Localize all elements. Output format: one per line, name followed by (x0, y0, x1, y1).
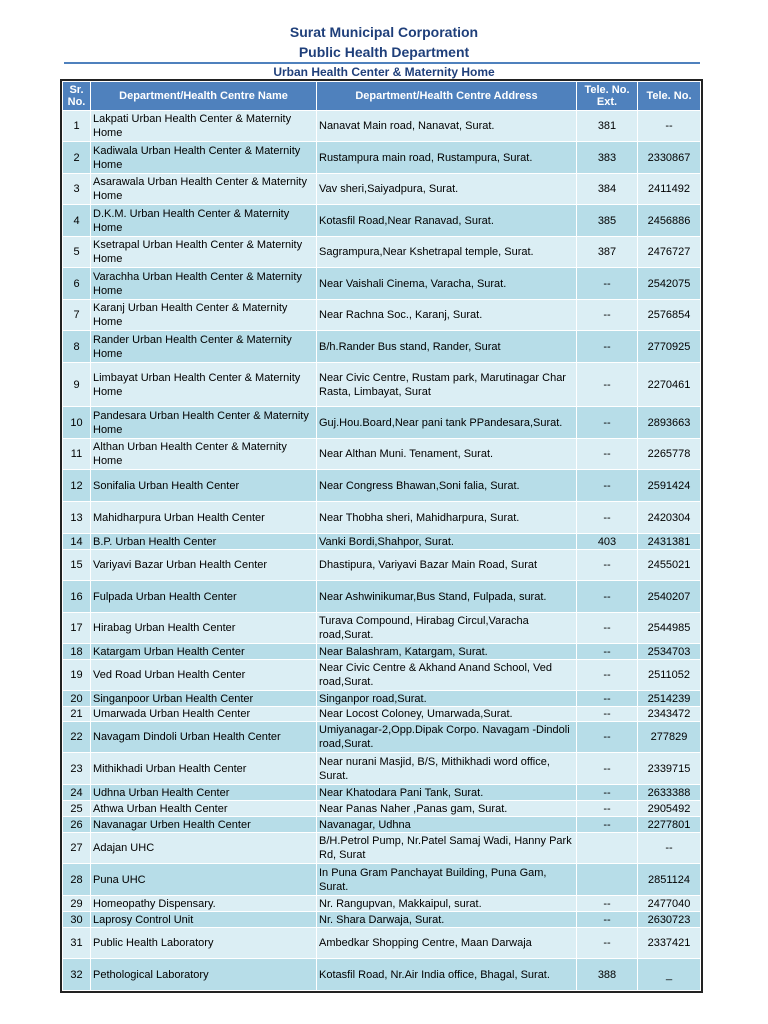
tele-ext-cell: -- (577, 801, 638, 817)
tele-no-cell: 2476727 (638, 237, 701, 268)
tele-ext-cell: -- (577, 581, 638, 613)
centre-address-cell: Near Balashram, Katargam, Surat. (317, 644, 577, 660)
centre-address-cell: Near Althan Muni. Tenament, Surat. (317, 439, 577, 470)
table-row (63, 928, 701, 959)
centre-name-cell: Katargam Urban Health Center (91, 644, 317, 660)
tele-no-cell: 2477040 (638, 896, 701, 912)
tele-no-cell: 2265778 (638, 439, 701, 470)
tele-no-cell: 2851124 (638, 864, 701, 896)
table-header-row (63, 82, 701, 111)
sr-no-cell: 30 (63, 912, 91, 928)
centre-address-cell: Umiyanagar-2,Opp.Dipak Corpo. Navagam -Dindoli road,Surat. (317, 722, 577, 753)
tele-ext-cell: -- (577, 660, 638, 691)
centre-name-cell: Public Health Laboratory (91, 928, 317, 959)
centre-address-cell: Vav sheri,Saiyadpura, Surat. (317, 174, 577, 205)
centre-name-cell: Navanagar Urben Health Center (91, 817, 317, 833)
sr-no-cell: 22 (63, 722, 91, 753)
tele-ext-cell: -- (577, 331, 638, 363)
sr-no-cell: 15 (63, 550, 91, 581)
centre-name-cell: Ksetrapal Urban Health Center & Maternity Home (91, 237, 317, 268)
centre-address-cell: Near Rachna Soc., Karanj, Surat. (317, 300, 577, 331)
table-row (63, 407, 701, 439)
centre-address-cell: Near nurani Masjid, B/S, Mithikhadi word office, Surat. (317, 753, 577, 785)
sr-no-cell: 20 (63, 691, 91, 707)
sr-no-cell: 24 (63, 785, 91, 801)
table-row (63, 613, 701, 644)
tele-no-cell: 2540207 (638, 581, 701, 613)
tele-ext-cell: 383 (577, 142, 638, 174)
sr-no-cell: 1 (63, 111, 91, 142)
centre-address-cell: Near Locost Coloney, Umarwada,Surat. (317, 707, 577, 722)
table-row (63, 439, 701, 470)
tele-no-cell: 2420304 (638, 502, 701, 534)
tele-no-cell: 2511052 (638, 660, 701, 691)
centre-name-cell: Mahidharpura Urban Health Center (91, 502, 317, 534)
sr-no-cell: 13 (63, 502, 91, 534)
table-row (63, 237, 701, 268)
centre-address-cell: Near Khatodara Pani Tank, Surat. (317, 785, 577, 801)
sr-no-cell: 26 (63, 817, 91, 833)
tele-no-cell: 2544985 (638, 613, 701, 644)
centre-address-cell: Near Ashwinikumar,Bus Stand, Fulpada, surat. (317, 581, 577, 613)
centre-address-cell: Kotasfil Road, Nr.Air India office, Bhagal, Surat. (317, 959, 577, 991)
tele-no-cell: 2456886 (638, 205, 701, 237)
centre-address-cell: Near Civic Centre, Rustam park, Marutinagar Char Rasta, Limbayat, Surat (317, 363, 577, 407)
tele-ext-cell: -- (577, 928, 638, 959)
tele-ext-cell: -- (577, 439, 638, 470)
centre-address-cell: Rustampura main road, Rustampura, Surat. (317, 142, 577, 174)
table-row (63, 722, 701, 753)
tele-no-cell: 2893663 (638, 407, 701, 439)
column-header-ext: Tele. No. Ext. (577, 82, 638, 111)
sr-no-cell: 3 (63, 174, 91, 205)
table-row (63, 581, 701, 613)
centre-address-cell: Kotasfil Road,Near Ranavad, Surat. (317, 205, 577, 237)
centre-name-cell: D.K.M. Urban Health Center & Maternity Home (91, 205, 317, 237)
centre-name-cell: Fulpada Urban Health Center (91, 581, 317, 613)
department-title: Public Health Department (298, 44, 470, 60)
table-row (63, 753, 701, 785)
tele-ext-cell: -- (577, 707, 638, 722)
tele-ext-cell: -- (577, 912, 638, 928)
column-header-tele: Tele. No. (638, 82, 701, 111)
centre-address-cell: B/H.Petrol Pump, Nr.Patel Samaj Wadi, Hanny Park Rd, Surat (317, 833, 577, 864)
tele-no-cell: 2542075 (638, 268, 701, 300)
tele-no-cell: 2339715 (638, 753, 701, 785)
sr-no-cell: 8 (63, 331, 91, 363)
table-row (63, 707, 701, 722)
tele-ext-cell (577, 864, 638, 896)
sr-no-cell: 16 (63, 581, 91, 613)
tele-no-cell: 2591424 (638, 470, 701, 502)
centre-name-cell: Mithikhadi Urban Health Center (91, 753, 317, 785)
centre-name-cell: Limbayat Urban Health Center & Maternity Home (91, 363, 317, 407)
centre-address-cell: Nanavat Main road, Nanavat, Surat. (317, 111, 577, 142)
sr-no-cell: 7 (63, 300, 91, 331)
title-divider (64, 62, 700, 64)
centre-name-cell: Varachha Urban Health Center & Maternity Home (91, 268, 317, 300)
table-row (63, 660, 701, 691)
sr-no-cell: 11 (63, 439, 91, 470)
table-row (63, 801, 701, 817)
tele-ext-cell: -- (577, 753, 638, 785)
tele-ext-cell: 385 (577, 205, 638, 237)
sr-no-cell: 4 (63, 205, 91, 237)
table-row (63, 300, 701, 331)
tele-ext-cell: -- (577, 896, 638, 912)
centre-address-cell: Singanpor road,Surat. (317, 691, 577, 707)
centre-address-cell: Near Congress Bhawan,Soni falia, Surat. (317, 470, 577, 502)
tele-ext-cell: -- (577, 300, 638, 331)
tele-ext-cell: 387 (577, 237, 638, 268)
centre-name-cell: Singanpoor Urban Health Center (91, 691, 317, 707)
centre-address-cell: Sagrampura,Near Kshetrapal temple, Surat. (317, 237, 577, 268)
tele-no-cell: 2630723 (638, 912, 701, 928)
table-row (63, 817, 701, 833)
centre-address-cell: Near Vaishali Cinema, Varacha, Surat. (317, 268, 577, 300)
centre-name-cell: Laprosy Control Unit (91, 912, 317, 928)
centre-name-cell: Homeopathy Dispensary. (91, 896, 317, 912)
tele-no-cell: 2770925 (638, 331, 701, 363)
tele-no-cell: 2455021 (638, 550, 701, 581)
tele-ext-cell: 381 (577, 111, 638, 142)
centre-name-cell: Althan Urban Health Center & Maternity Home (91, 439, 317, 470)
centre-address-cell: Turava Compound, Hirabag Circul,Varacha road,Surat. (317, 613, 577, 644)
table-row (63, 111, 701, 142)
centre-address-cell: Near Panas Naher ,Panas gam, Surat. (317, 801, 577, 817)
centre-name-cell: Pandesara Urban Health Center & Maternity Home (91, 407, 317, 439)
tele-no-cell: 2431381 (638, 534, 701, 550)
centre-name-cell: Puna UHC (91, 864, 317, 896)
sr-no-cell: 10 (63, 407, 91, 439)
table-row (63, 864, 701, 896)
centre-address-cell: Nr. Rangupvan, Makkaipul, surat. (317, 896, 577, 912)
tele-no-cell: 2343472 (638, 707, 701, 722)
sr-no-cell: 2 (63, 142, 91, 174)
sr-no-cell: 14 (63, 534, 91, 550)
tele-no-cell: -- (638, 111, 701, 142)
tele-no-cell: 2270461 (638, 363, 701, 407)
tele-ext-cell: -- (577, 722, 638, 753)
tele-no-cell: -- (638, 833, 701, 864)
centre-name-cell: Pethological Laboratory (91, 959, 317, 991)
centre-name-cell: Lakpati Urban Health Center & Maternity Home (91, 111, 317, 142)
centre-name-cell: Navagam Dindoli Urban Health Center (91, 722, 317, 753)
sr-no-cell: 21 (63, 707, 91, 722)
tele-no-cell: 2411492 (638, 174, 701, 205)
centre-name-cell: Ved Road Urban Health Center (91, 660, 317, 691)
centre-name-cell: Adajan UHC (91, 833, 317, 864)
column-header-sr-no: Sr. No. (63, 82, 91, 111)
centre-address-cell: Vanki Bordi,Shahpor, Surat. (317, 534, 577, 550)
tele-no-cell: 2905492 (638, 801, 701, 817)
centre-name-cell: Umarwada Urban Health Center (91, 707, 317, 722)
table-row (63, 502, 701, 534)
tele-ext-cell: -- (577, 550, 638, 581)
tele-ext-cell: -- (577, 613, 638, 644)
table-row (63, 896, 701, 912)
tele-ext-cell: 384 (577, 174, 638, 205)
centre-address-cell: Ambedkar Shopping Centre, Maan Darwaja (317, 928, 577, 959)
table-row (63, 470, 701, 502)
tele-ext-cell (577, 833, 638, 864)
tele-no-cell: 2514239 (638, 691, 701, 707)
table-row (63, 691, 701, 707)
table-row (63, 331, 701, 363)
tele-ext-cell: -- (577, 817, 638, 833)
tele-ext-cell: -- (577, 268, 638, 300)
centre-name-cell: Variyavi Bazar Urban Health Center (91, 550, 317, 581)
sr-no-cell: 12 (63, 470, 91, 502)
centre-name-cell: Sonifalia Urban Health Center (91, 470, 317, 502)
tele-no-cell: 2330867 (638, 142, 701, 174)
centre-name-cell: Udhna Urban Health Center (91, 785, 317, 801)
table-row (63, 268, 701, 300)
centre-name-cell: Rander Urban Health Center & Maternity Home (91, 331, 317, 363)
sr-no-cell: 5 (63, 237, 91, 268)
table-row (63, 363, 701, 407)
centre-address-cell: Dhastipura, Variyavi Bazar Main Road, Surat (317, 550, 577, 581)
tele-no-cell: _ (638, 959, 701, 991)
table-row (63, 205, 701, 237)
centre-address-cell: In Puna Gram Panchayat Building, Puna Gam, Surat. (317, 864, 577, 896)
sr-no-cell: 28 (63, 864, 91, 896)
sr-no-cell: 6 (63, 268, 91, 300)
tele-no-cell: 2633388 (638, 785, 701, 801)
sr-no-cell: 9 (63, 363, 91, 407)
sr-no-cell: 27 (63, 833, 91, 864)
centre-name-cell: B.P. Urban Health Center (91, 534, 317, 550)
sr-no-cell: 23 (63, 753, 91, 785)
column-header-name: Department/Health Centre Name (91, 82, 317, 111)
centre-name-cell: Asarawala Urban Health Center & Maternity Home (91, 174, 317, 205)
table-row (63, 912, 701, 928)
health-centre-table (62, 81, 701, 991)
tele-ext-cell: 388 (577, 959, 638, 991)
centre-address-cell: B/h.Rander Bus stand, Rander, Surat (317, 331, 577, 363)
table-row (63, 174, 701, 205)
table-row (63, 785, 701, 801)
table-row (63, 142, 701, 174)
centre-name-cell: Athwa Urban Health Center (91, 801, 317, 817)
sr-no-cell: 18 (63, 644, 91, 660)
tele-no-cell: 2337421 (638, 928, 701, 959)
centre-address-cell: Guj.Hou.Board,Near pani tank PPandesara,Surat. (317, 407, 577, 439)
table-row (63, 959, 701, 991)
sr-no-cell: 32 (63, 959, 91, 991)
tele-ext-cell: -- (577, 470, 638, 502)
tele-ext-cell: -- (577, 644, 638, 660)
centre-address-cell: Navanagar, Udhna (317, 817, 577, 833)
table-row (63, 644, 701, 660)
tele-ext-cell: 403 (577, 534, 638, 550)
sr-no-cell: 29 (63, 896, 91, 912)
table-caption: Urban Health Center & Maternity Home (273, 65, 495, 79)
sr-no-cell: 17 (63, 613, 91, 644)
centre-name-cell: Kadiwala Urban Health Center & Maternity Home (91, 142, 317, 174)
column-header-address: Department/Health Centre Address (317, 82, 577, 111)
tele-ext-cell: -- (577, 407, 638, 439)
tele-ext-cell: -- (577, 363, 638, 407)
centre-address-cell: Near Civic Centre & Akhand Anand School, Ved road,Surat. (317, 660, 577, 691)
centre-name-cell: Karanj Urban Health Center & Maternity Home (91, 300, 317, 331)
sr-no-cell: 19 (63, 660, 91, 691)
centre-name-cell: Hirabag Urban Health Center (91, 613, 317, 644)
tele-no-cell: 2277801 (638, 817, 701, 833)
sr-no-cell: 31 (63, 928, 91, 959)
tele-no-cell: 2534703 (638, 644, 701, 660)
corporation-title: Surat Municipal Corporation (289, 24, 479, 40)
tele-ext-cell: -- (577, 691, 638, 707)
table-row (63, 534, 701, 550)
tele-no-cell: 277829 (638, 722, 701, 753)
table-row (63, 833, 701, 864)
tele-ext-cell: -- (577, 502, 638, 534)
centre-address-cell: Nr. Shara Darwaja, Surat. (317, 912, 577, 928)
centre-address-cell: Near Thobha sheri, Mahidharpura, Surat. (317, 502, 577, 534)
tele-ext-cell: -- (577, 785, 638, 801)
table-row (63, 550, 701, 581)
sr-no-cell: 25 (63, 801, 91, 817)
tele-no-cell: 2576854 (638, 300, 701, 331)
